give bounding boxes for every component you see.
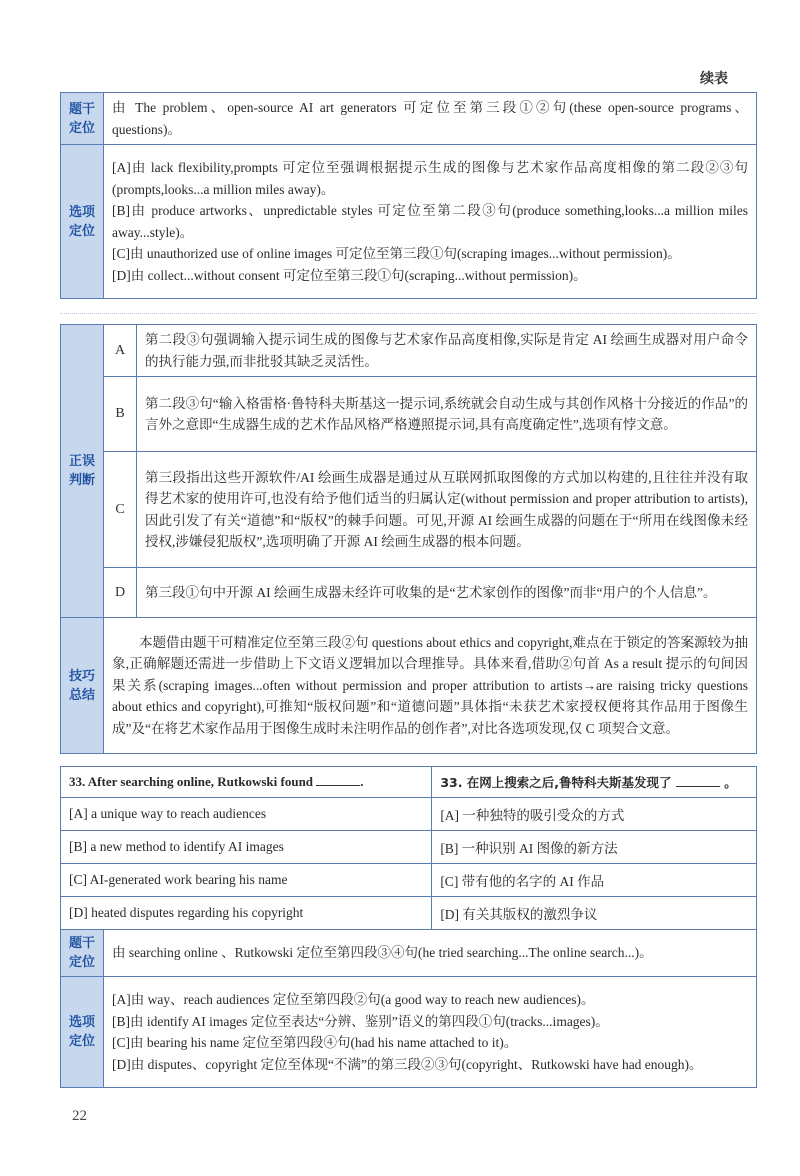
- judgment-label: 正误 判断: [61, 325, 104, 618]
- judgment-letter: B: [104, 377, 137, 452]
- option-location-d: [D]由 disputes、copyright 定位至体现“不满”的第三段②③句(copyright、Rutkowski have had enough)。: [112, 1056, 703, 1072]
- stem-locating-row: [61, 930, 757, 977]
- options-locating-row: [61, 977, 757, 1088]
- stem-locating-label: 题干 定位: [61, 930, 104, 977]
- option-en: [B] a new method to identify AI images: [61, 831, 432, 864]
- continued-table-label: 续表: [700, 71, 728, 87]
- stem-locating-text: 由 The problem、open-source AI art generators 可定位至第三段①②句(these open-source programs、questions)。: [104, 93, 757, 145]
- judgment-text: 第三段①句中开源 AI 绘画生成器未经许可收集的是“艺术家创作的图像”而非“用户的个人信息”。: [137, 568, 757, 618]
- judgment-letter: D: [104, 568, 137, 618]
- skill-summary-row: [61, 618, 757, 754]
- option-zh: [B] 一种识别 AI 图像的新方法: [432, 831, 757, 864]
- options-locating-text: [104, 145, 757, 299]
- option-location-a: [A]由 way、reach audiences 定位至第四段②句(a good way to reach new audiences)。: [112, 992, 595, 1007]
- options-locating-label: 选项 定位: [61, 145, 104, 299]
- option-en: [D] heated disputes regarding his copyright: [61, 897, 432, 930]
- judgment-text: 第三段指出这些开源软件/AI 绘画生成器是通过从互联网抓取图像的方式加以构建的,且往往并没有取得艺术家的使用许可,也没有给予他们适当的归属认定(without permission and proper attribution to artists),因此引发了有关“道德”和“版权”的棘手问题。可见,开源 AI 绘画生成器的问题在于“所用在线图像未经授权,涉嫌侵犯版权”,选项明确了开源 AI 绘画生成器的根本问题。: [137, 452, 757, 568]
- judgment-text: 第二段③句“输入格雷格·鲁特科夫斯基这一提示词,系统就会自动生成与其创作风格十分接近的作品”的言外之意即“生成器生成的艺术作品风格严格遵照提示词,具有高度确定性”,选项有悖文意。: [137, 377, 757, 452]
- judgment-letter: C: [104, 452, 137, 568]
- options-locating-label: 选项 定位: [61, 977, 104, 1088]
- judgment-table-q32: [60, 324, 757, 754]
- judgment-row-d: [61, 568, 757, 618]
- options-locating-row: [61, 145, 757, 299]
- option-location-c: [C]由 bearing his name 定位至第四段④句(had his name attached to it)。: [112, 1035, 518, 1050]
- locating-table-q32: [60, 92, 757, 299]
- option-row-c: [61, 864, 757, 897]
- question-33-stem-row: [61, 767, 757, 798]
- stem-locating-text: 由 searching online 、Rutkowski 定位至第四段③④句(he tried searching...The online search...)。: [104, 930, 757, 977]
- question-33-table: [60, 766, 757, 1088]
- option-row-a: [61, 798, 757, 831]
- option-location-b: [B]由 identify AI images 定位至表达“分辨、鉴别”语义的第四段①句(tracks...images)。: [112, 1013, 609, 1029]
- judgment-text: 第二段③句强调输入提示词生成的图像与艺术家作品高度相像,实际是肯定 AI 绘画生成器对用户命令的执行能力强,而非批驳其缺乏灵活性。: [137, 325, 757, 377]
- judgment-row-a: [61, 325, 757, 377]
- stem-locating-label: 题干 定位: [61, 93, 104, 145]
- judgment-row-b: [61, 377, 757, 452]
- option-location-b: [B]由 produce artworks、unpredictable styles 可定位至第二段③句(produce something,looks...a million miles away...style)。: [112, 203, 748, 240]
- answer-blank: [316, 774, 360, 786]
- option-en: [C] AI-generated work bearing his name: [61, 864, 432, 897]
- dotted-divider: [60, 313, 757, 314]
- option-row-d: [61, 897, 757, 930]
- option-en: [A] a unique way to reach audiences: [61, 798, 432, 831]
- option-row-b: [61, 831, 757, 864]
- stem-locating-row: [61, 93, 757, 145]
- page-number: 22: [72, 1108, 87, 1124]
- option-zh: [C] 带有他的名字的 AI 作品: [432, 864, 757, 897]
- option-location-d: [D]由 collect...without consent 可定位至第三段①句(scraping...without permission)。: [112, 267, 587, 283]
- skill-summary-text: 本题借由题干可精准定位至第三段②句 questions about ethics and copyright,难点在于锁定的答案源较为抽象,正确解题还需进一步借助上下文语义逻辑加以合理推导。具体来看,借助②句首 As a result 提示的句间因果关系(scraping images...often without permission and proper attribution to artists→are raising tricky questions about ethics and copyright),可推知“版权问题”和“道德问题”具体指“未获艺术家授权便将其作品用于图像生成”及“在将艺术家作品用于图像生成时未注明作品的创作者”,对比各选项发现,仅 C 项契合文意。: [104, 618, 757, 754]
- option-location-a: [A]由 lack flexibility,prompts 可定位至强调根据提示生成的图像与艺术家作品高度相像的第二段②③句(prompts,looks...a million miles away)。: [112, 160, 748, 197]
- option-location-c: [C]由 unauthorized use of online images 可定位至第三段①句(scraping images...without permission)。: [112, 246, 681, 261]
- options-locating-text: [104, 977, 757, 1088]
- judgment-letter: A: [104, 325, 137, 377]
- judgment-row-c: [61, 452, 757, 568]
- skill-summary-label: 技巧 总结: [61, 618, 104, 754]
- question-33-en-stem: 33. After searching online, Rutkowski found .: [61, 767, 432, 798]
- option-zh: [D] 有关其版权的激烈争议: [432, 897, 757, 930]
- answer-blank: [676, 775, 720, 787]
- question-33-zh-stem: 33. 在网上搜索之后,鲁特科夫斯基发现了 。: [432, 767, 757, 798]
- option-zh: [A] 一种独特的吸引受众的方式: [432, 798, 757, 831]
